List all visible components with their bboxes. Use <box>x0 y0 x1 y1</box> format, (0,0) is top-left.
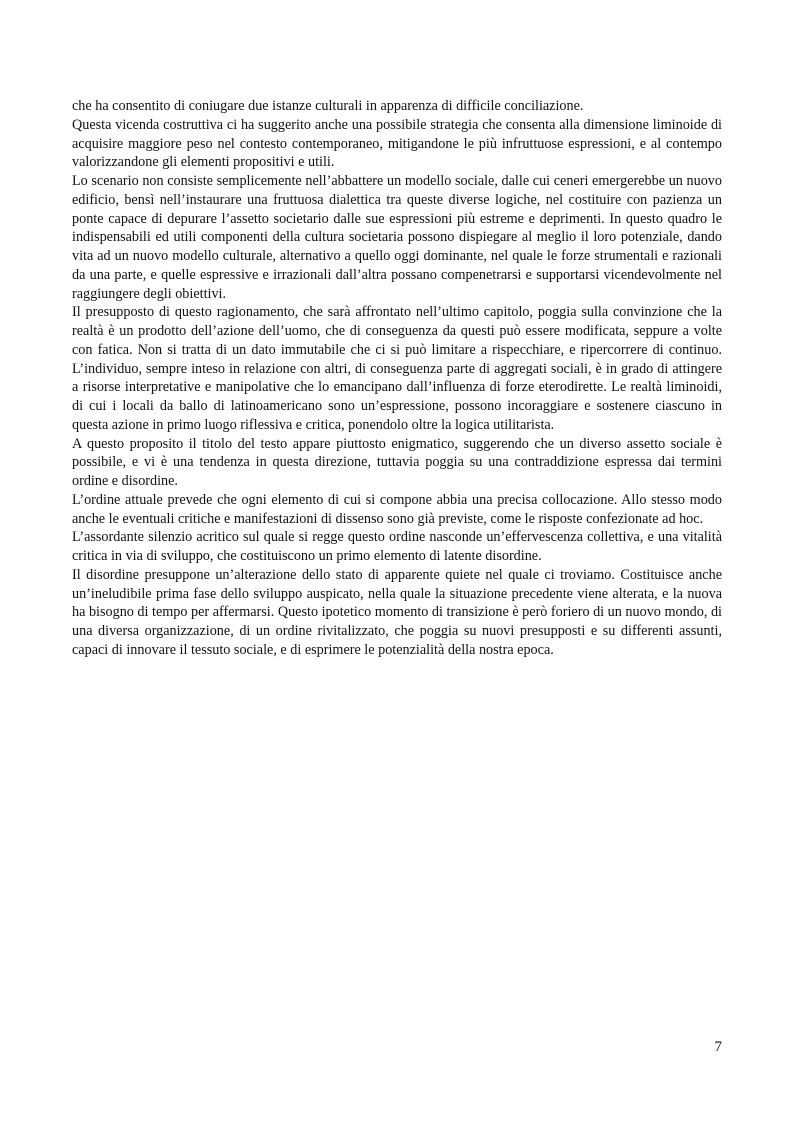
paragraph-1: che ha consentito di coniugare due istanze culturali in apparenza di difficile conciliazione. <box>72 98 584 114</box>
paragraph-3: Lo scenario non consiste semplicemente nell’abbattere un modello sociale, dalle cui ceneri emergerebbe un nuovo edificio, bensì nell’instaurare una fruttuosa dialettica tra queste diverse logiche, nel costituire con pazienza un ponte capace di depurare l’assetto societario dalle sue espressioni più estreme e deprimenti. In questo quadro le indispensabili ed utili componenti della cultura societaria possono dispiegare al meglio il loro potenziale, dando vita ad un nuovo modello culturale, alternativo a quello oggi dominante, nel quale le forze strumentali e razionali da una parte, e quelle espressive e irrazionali dall’altra possano compenetrarsi e supportarsi vicendevolmente nel raggiungere degli obiettivi. <box>72 173 722 302</box>
page-number: 7 <box>714 1039 722 1055</box>
paragraph-7: L’assordante silenzio acritico sul quale si regge questo ordine nasconde un’effervescenza collettiva, e una vitalità critica in via di sviluppo, che costituiscono un primo elemento di latente disordine. <box>72 529 722 564</box>
paragraph-8: Il disordine presuppone un’alterazione dello stato di apparente quiete nel quale ci troviamo. Costituisce anche un’ineludibile prima fase dello sviluppo auspicato, nella quale la situazione precedente viene alterata, e la nuova ha bisogno di tempo per affermarsi. Questo ipotetico momento di transizione è però foriero di un nuovo mondo, di una diversa organizzazione, di un ordine rivitalizzato, che poggia su nuovi presupposti e su differenti assunti, capaci di innovare il tessuto sociale, e di esprimere le potenzialità della nostra epoca. <box>72 566 722 658</box>
page-body <box>72 97 722 660</box>
paragraph-4: Il presupposto di questo ragionamento, che sarà affrontato nell’ultimo capitolo, poggia sulla convinzione che la realtà è un prodotto dell’azione dell’uomo, che di conseguenza da questi può essere modificata, seppure a volte con fatica. Non si tratta di un dato immutabile che ci si può limitare a rispecchiare, e ripercorrere di continuo. L’individuo, sempre inteso in relazione con altri, di conseguenza parte di aggregati sociali, è in grado di attingere a risorse interpretative e manipolative che lo emancipano dall’influenza di forze eterodirette. Le realtà liminoidi, di cui i locali da ballo di latinoamericano sono un’espressione, possono incoraggiare e sostenere ciascuno in questa azione in primo luogo riflessiva e critica, ponendolo oltre la logica utilitarista. <box>72 304 722 433</box>
paragraph-2: Questa vicenda costruttiva ci ha suggerito anche una possibile strategia che consenta alla dimensione liminoide di acquisire maggiore peso nel contesto contemporaneo, mitigandone le più infruttuose espressioni, e al contempo valorizzandone gli elementi propositivi e utili. <box>72 116 722 171</box>
paragraph-5: A questo proposito il titolo del testo appare piuttosto enigmatico, suggerendo che un diverso assetto sociale è possibile, e vi è una tendenza in questa direzione, tuttavia poggia su una contraddizione espressa dai termini ordine e disordine. <box>72 435 722 489</box>
paragraph-6: L’ordine attuale prevede che ogni elemento di cui si compone abbia una precisa collocazione. Allo stesso modo anche le eventuali critiche e manifestazioni di dissenso sono già previste, come le risposte confezionate ad hoc. <box>72 491 722 527</box>
